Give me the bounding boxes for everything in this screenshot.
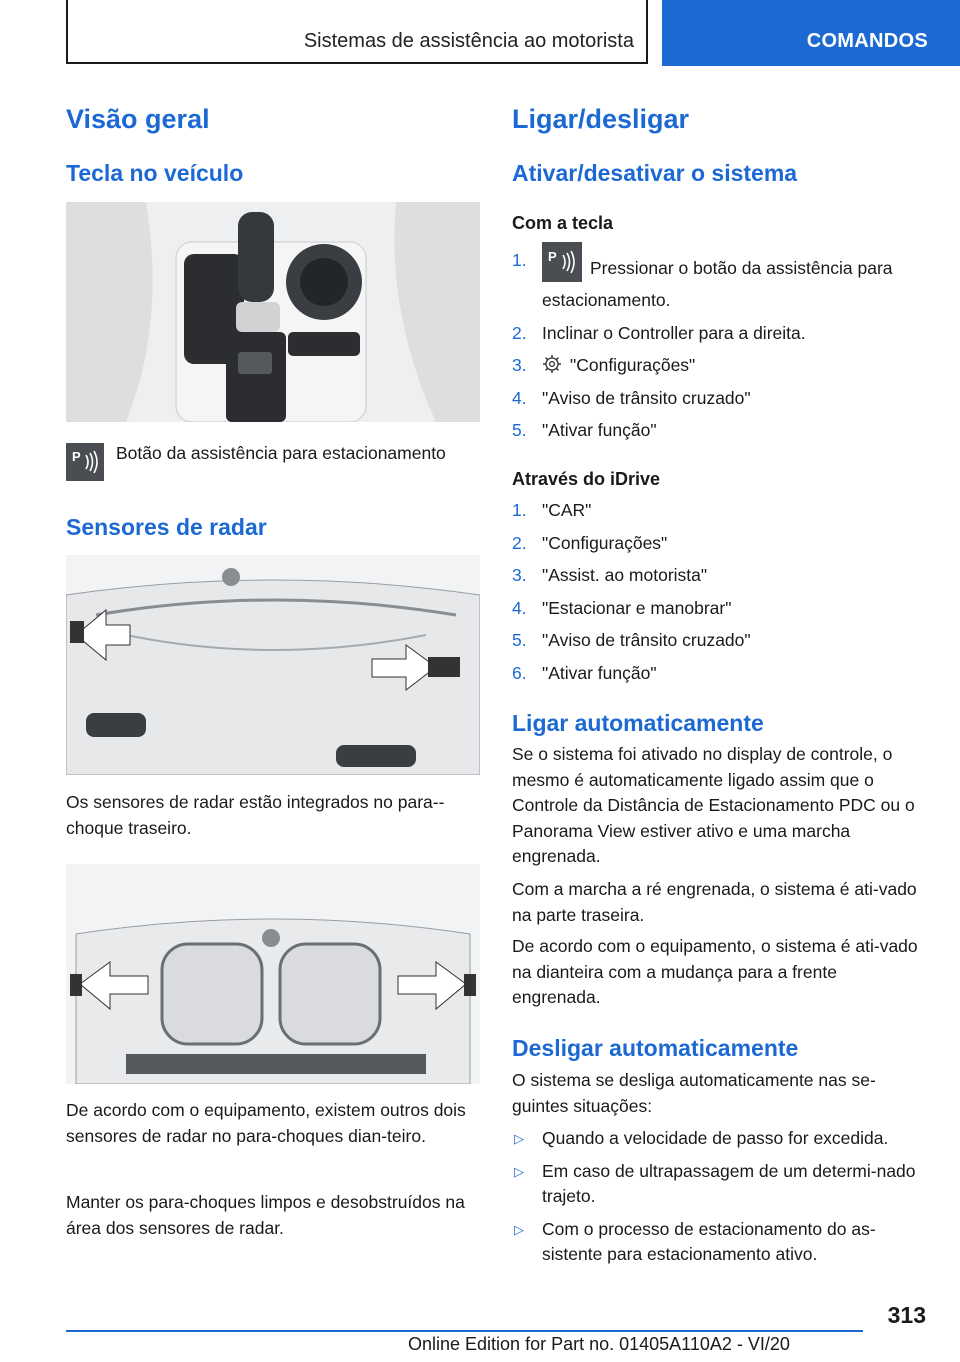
list-item <box>512 1217 928 1268</box>
page-number: 313 <box>887 1302 926 1328</box>
parking-assist-button-icon <box>66 443 104 481</box>
heading-button-in-vehicle: Tecla no veículo <box>66 160 244 186</box>
header-chapter-box <box>662 0 960 66</box>
bullet-text: Em caso de ultrapassagem de um determi-nado trajeto. <box>542 1160 916 1206</box>
step-text: Inclinar o Controller para a direita. <box>542 322 806 343</box>
heading-on-off: Ligar/desligar <box>512 104 690 134</box>
clean-sensors-text: Manter os para-choques limpos e desobstruídos na área dos sensores de radar. <box>66 1192 465 1238</box>
heading-overview: Visão geral <box>66 104 210 134</box>
step-number: 6. <box>512 662 527 683</box>
list-item <box>512 321 926 347</box>
step-number: 1. <box>512 250 527 270</box>
step-number: 3. <box>512 355 527 375</box>
list-item <box>512 418 926 444</box>
auto-on-paragraph-3: De acordo com o equipamento, o sistema é ati-vado na dianteira com a mudança para a frente engrenada. <box>512 936 918 1007</box>
header-section-title: Sistemas de assistência ao motorista <box>303 30 634 52</box>
header-chapter-title: COMANDOS <box>806 30 928 52</box>
bullet-text: Com o processo de estacionamento do as-sistente para estacionamento ativo. <box>542 1218 876 1264</box>
list-item <box>512 661 926 687</box>
triangle-right-icon: ▷ <box>514 1221 524 1237</box>
heading-auto-on: Ligar automaticamente <box>512 710 764 736</box>
footer-divider <box>66 1330 863 1332</box>
parking-assist-button-icon <box>542 242 582 282</box>
triangle-right-icon: ▷ <box>514 1131 524 1146</box>
list-item <box>512 563 926 589</box>
step-text: "Estacionar e manobrar" <box>542 597 732 618</box>
rear-sensor-text: Os sensores de radar estão integrados no para--choque traseiro. <box>66 792 445 838</box>
front-bumper-image <box>66 864 480 1084</box>
key-steps-list <box>512 248 926 451</box>
list-item <box>512 596 926 622</box>
auto-on-paragraph-2: Com a marcha a ré engrenada, o sistema é ati-vado na parte traseira. <box>512 879 917 925</box>
list-item <box>512 1159 928 1210</box>
step-number: 5. <box>512 420 527 440</box>
step-text: Pressionar o botão da assistência para estacionamento. <box>542 258 893 310</box>
front-sensor-text: De acordo com o equipamento, existem outros dois sensores de radar no para-choques dian-teiro. <box>66 1100 466 1146</box>
list-item <box>512 353 926 379</box>
header-section-box <box>66 0 648 64</box>
gear-icon <box>542 354 562 374</box>
step-number: 1. <box>512 500 527 520</box>
step-text: "Configurações" <box>542 532 668 553</box>
heading-radar-sensors: Sensores de radar <box>66 514 267 540</box>
heading-with-key: Com a tecla <box>512 213 614 233</box>
step-number: 5. <box>512 630 527 650</box>
svg-text:P: P <box>72 449 81 464</box>
svg-text:P: P <box>548 249 557 264</box>
heading-activate-system: Ativar/desativar o sistema <box>512 160 798 186</box>
step-text: "CAR" <box>542 500 592 520</box>
step-text: "Ativar função" <box>542 662 657 683</box>
step-number: 2. <box>512 322 527 343</box>
step-text: "Configurações" <box>570 355 696 375</box>
edition-info: Online Edition for Part no. 01405A110A2 - VI/20 <box>408 1334 790 1354</box>
step-number: 3. <box>512 565 527 585</box>
heading-via-idrive: Através do iDrive <box>512 469 661 489</box>
step-number: 2. <box>512 532 527 553</box>
triangle-right-icon: ▷ <box>514 1163 524 1179</box>
list-item <box>512 531 926 557</box>
step-number: 4. <box>512 597 527 618</box>
rear-bumper-image <box>66 555 480 775</box>
step-text: "Aviso de trânsito cruzado" <box>542 630 751 650</box>
step-text: "Assist. ao motorista" <box>542 565 708 585</box>
step-text: "Aviso de trânsito cruzado" <box>542 387 751 408</box>
list-item <box>512 628 926 654</box>
bullet-text: Quando a velocidade de passo for excedida. <box>542 1128 889 1148</box>
step-text: "Ativar função" <box>542 420 657 440</box>
list-item <box>512 498 926 524</box>
idrive-steps-list <box>512 498 926 693</box>
auto-on-paragraph-1: Se o sistema foi ativado no display de controle, o mesmo é automaticamente ligado assim que o Controle da Distância de Estacionamento PDC ou o Panorama View estiver ativo e uma marcha engrenada. <box>512 744 915 866</box>
list-item <box>512 1126 928 1152</box>
list-item <box>512 248 926 314</box>
list-item <box>512 386 926 412</box>
center-console-image <box>66 202 480 422</box>
step-number: 4. <box>512 387 527 408</box>
auto-off-paragraph: O sistema se desliga automaticamente nas se-guintes situações: <box>512 1070 876 1116</box>
button-caption: Botão da assistência para estacionamento <box>116 443 446 463</box>
auto-off-conditions-list <box>512 1126 928 1275</box>
heading-auto-off: Desligar automaticamente <box>512 1035 799 1061</box>
